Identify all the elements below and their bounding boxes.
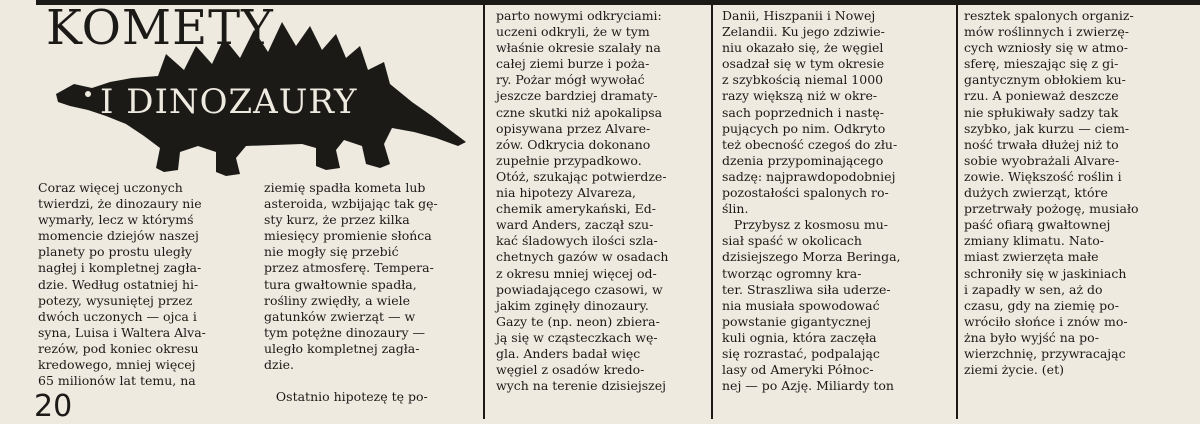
article-column-3: parto nowymi odkryciami: uczeni odkryli, że w tym właśnie okresie szalały na całej ziemi burze i poża- ry. Pożar mógł wywołać jeszcze bardziej dramaty- czne skutki niż apokalipsa opisywana przez Alvare- zów. Odkrycia dokonano zupełnie przypadkowo. Otóż, szukając potwierdze- nia hipotezy Alvareza, chemik amerykański, Ed- ward Anders, zaczął szu- kać śladowych ilości szla- chetnych gazów w osadach z okresu mniej więcej od- powiadającego czasowi, w jakim zginęły dinozaury. Gazy te (np. neon) zbiera- ją się w cząsteczkach wę- gla. Anders badał więc węgiel z osadów kredo- wych na terenie dzisiejszej xyxy=(496,8,669,394)
page-number: 20 xyxy=(34,389,73,424)
headline-line-1: KOMETY xyxy=(46,0,274,56)
headline-line-2: I DINOZAURY xyxy=(100,82,358,122)
article-column-1: Coraz więcej uczonych twierdzi, że dinozaury nie wymarły, lecz w którymś momencie dziejów naszej planety po prostu uległy nagłej i kompletnej zagła- dzie. Według ostatniej hi- potezy, wysuniętej przez dwóch uczonych — ojca i syna, Luisa i Waltera Alva- rezów, pod koniec okresu kredowego, mniej więcej 65 milionów lat temu, na xyxy=(38,180,206,389)
article-column-4: Danii, Hiszpanii i Nowej Zelandii. Ku jego zdziwie- niu okazało się, że węgiel osadzał się w tym okresie z szybkością niemal 1000 razy większą niż w okre- sach poprzednich i nastę- pujących po nim. Odkryto też obecność czegoś do złu- dzenia przypominającego sadzę: najprawdopodobniej pozostałości spalonych ro- ślin. Przybysz z kosmosu mu- siał spaść w okolicach dzisiejszego Morza Beringa, tworząc ogromny kra- ter. Straszliwa siła uderze- nia musiała spowodować powstanie gigantycznej kuli ognia, która zaczęła się rozrastać, podpalając lasy od Ameryki Północ- nej — po Azję. Miliardy ton xyxy=(722,8,901,394)
article-column-2: ziemię spadła kometa lub asteroida, wzbijając tak gę- sty kurz, że przez kilka miesięcy promienie słońca nie mogły się przebić przez atmosferę. Tempera- tura gwałtownie spadła, rośliny zwiędły, a wiele gatunków zwierząt — w tym potężne dinozaury — uległo kompletnej zagła- dzie. Ostatnio hipotezę tę po- xyxy=(264,180,438,405)
column-divider xyxy=(711,5,713,419)
article-column-5: resztek spalonych organiz- mów roślinnych i zwierzę- cych wzniosły się w atmo- sferę, mieszając się z gi- gantycznym obłokiem ku- rzu. A ponieważ deszcze nie spłukiwały sadzy tak szybko, jak kurzu — ciem- ność trwała dłużej niż to sobie wyobrażali Alvare- zowie. Większość roślin i dużych zwierząt, które przetrwały pożogę, musiało paść ofiarą gwałtownej zmiany klimatu. Nato- miast zwierzęta małe schroniły się w jaskiniach i zapadły w sen, aż do czasu, gdy na ziemię po- wróciło słońce i znów mo- żna było wyjść na po- wierzchnię, przywracając ziemi życie. (et) xyxy=(964,8,1139,378)
column-divider xyxy=(956,5,958,419)
column-divider xyxy=(483,5,485,419)
